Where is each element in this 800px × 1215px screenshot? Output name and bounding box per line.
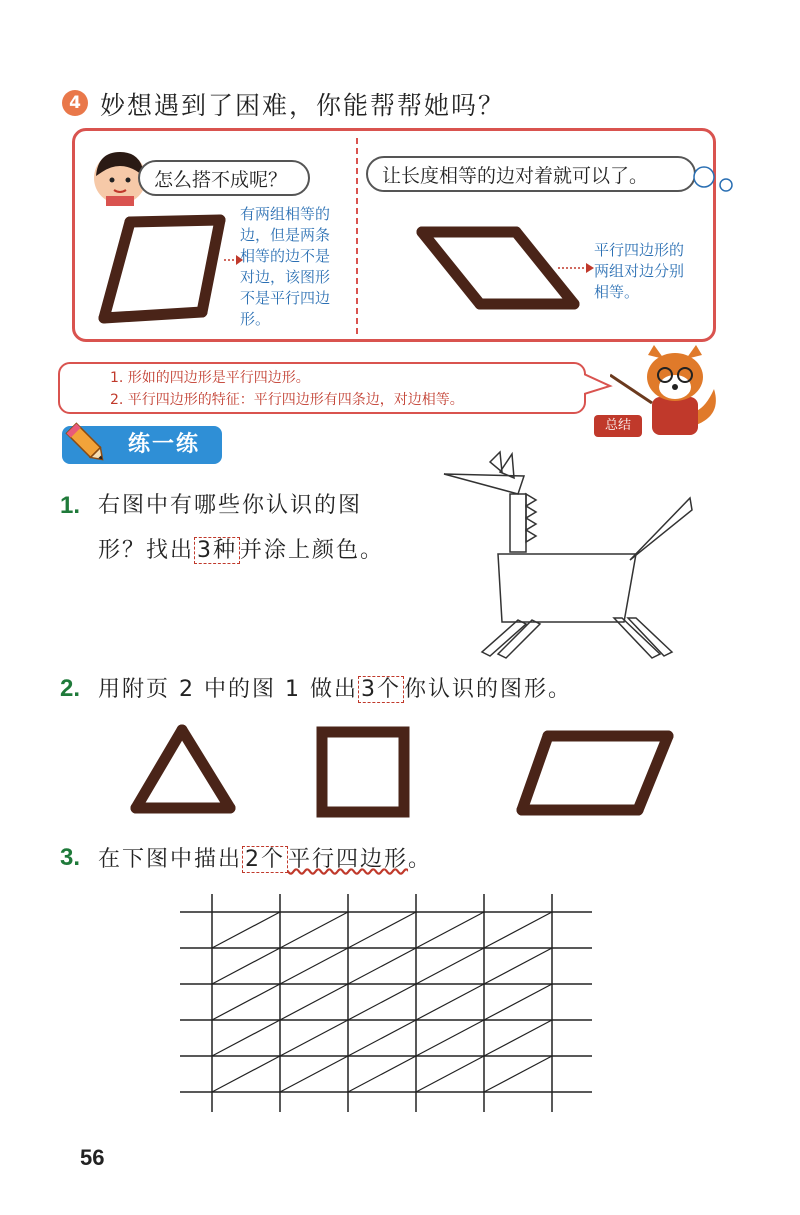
q1-text-post: 并涂上颜色。 [240, 538, 385, 563]
q2-text-post: 你认识的图形。 [403, 677, 572, 702]
pencil-icon [64, 420, 110, 468]
question-4-title: 妙想遇到了困难，你能帮帮她吗？ [100, 91, 506, 120]
summary-line-1: 1. 形如的四边形是平行四边形。 [110, 370, 310, 386]
q1-text-pre: 形？找出 [98, 538, 195, 563]
q3-text-post: 。 [408, 847, 433, 872]
q3-wavy-keyword: 平行四边形 [288, 847, 409, 872]
q2-stick-shapes [126, 720, 686, 826]
q3-answer-count-box: 2个 [242, 846, 288, 873]
q3-text-pre: 在下图中描出 [98, 847, 243, 872]
stick-square [322, 732, 404, 812]
question-1-text-line1: 右图中有哪些你认识的图 [98, 493, 363, 518]
stick-triangle [136, 730, 230, 808]
summary-tag: 总结 [594, 415, 642, 437]
arrow-icon [556, 258, 596, 278]
left-explanation-note: 有两组相等的 边，但是两条 相等的边不是 对边，该图形 不是平行四边 形。 [240, 205, 331, 328]
q2-text-pre: 用附页 2 中的图 1 做出 [98, 677, 358, 702]
q2-answer-count-box: 3个 [358, 676, 404, 703]
left-speech-bubble: 怎么搭不成呢？ [138, 160, 310, 196]
question-number-badge: 4 [62, 90, 88, 116]
question-1-text-line2 [98, 533, 384, 564]
q1-answer-count-box: 3种 [194, 537, 240, 564]
non-parallelogram-sticks [90, 210, 240, 330]
practice-banner: 练一练 [62, 426, 222, 464]
parallelogram-grid [176, 890, 596, 1130]
right-explanation-note: 平行四边形的 两组对边分别 相等。 [594, 241, 685, 301]
question-1-number: 1. [60, 492, 81, 519]
stick-parallelogram [522, 736, 668, 810]
question-2-text [98, 672, 572, 703]
question-3-number: 3. [60, 844, 81, 871]
right-speech-bubble: 让长度相等的边对着就可以了。 [366, 156, 696, 192]
page-number: 56 [80, 1145, 105, 1170]
thought-circles-icon [690, 165, 740, 195]
summary-line-2: 2. 平行四边形的特征：平行四边形有四条边，对边相等。 [110, 392, 464, 408]
panel-divider [356, 138, 358, 334]
horse-shapes-figure [440, 448, 700, 662]
question-2-number: 2. [60, 675, 81, 702]
question-3-text [98, 842, 432, 873]
